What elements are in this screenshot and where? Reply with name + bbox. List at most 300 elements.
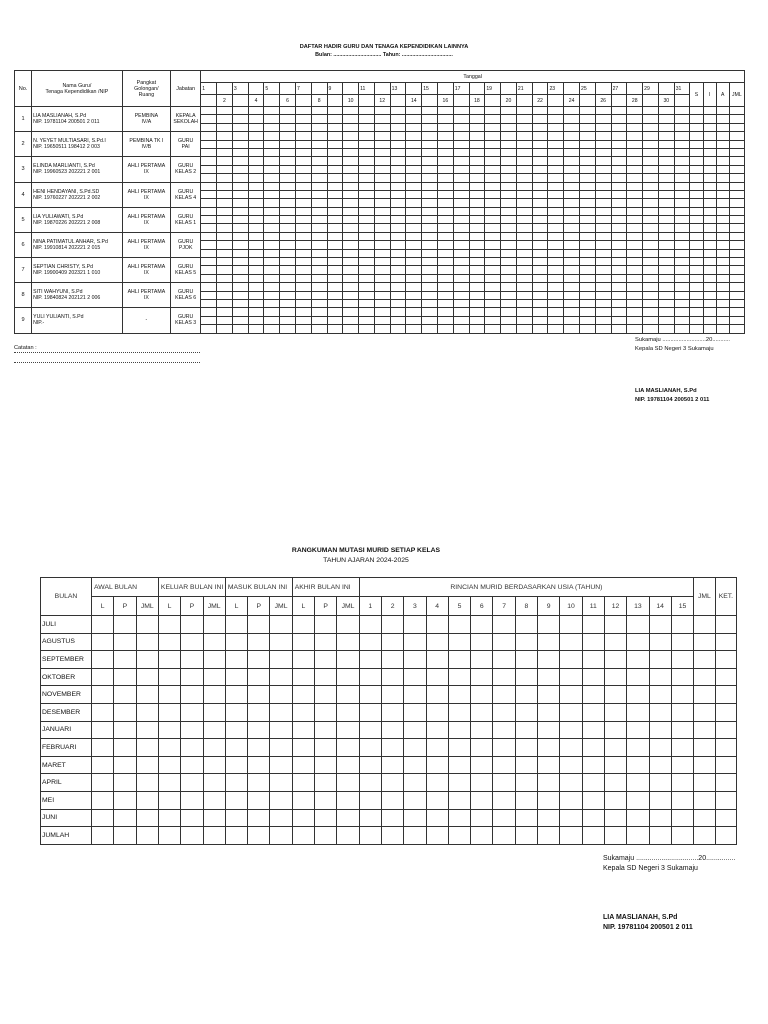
attendance-cell[interactable] xyxy=(390,132,406,140)
attendance-cell[interactable] xyxy=(248,207,264,215)
attendance-cell[interactable] xyxy=(564,291,580,299)
attendance-cell[interactable] xyxy=(703,148,716,156)
attendance-cell[interactable] xyxy=(390,325,406,333)
attendance-cell[interactable] xyxy=(359,274,375,282)
attendance-cell[interactable] xyxy=(406,190,422,198)
mutation-cell[interactable] xyxy=(114,668,136,686)
attendance-cell[interactable] xyxy=(485,207,501,215)
mutation-cell[interactable] xyxy=(426,756,448,774)
attendance-cell[interactable] xyxy=(232,182,248,190)
attendance-cell[interactable] xyxy=(390,249,406,257)
mutation-cell[interactable] xyxy=(181,651,203,669)
attendance-cell[interactable] xyxy=(485,182,501,190)
attendance-cell[interactable] xyxy=(658,157,674,165)
attendance-cell[interactable] xyxy=(611,174,627,182)
attendance-cell[interactable] xyxy=(532,299,548,307)
attendance-cell[interactable] xyxy=(359,174,375,182)
attendance-cell[interactable] xyxy=(703,266,716,274)
attendance-cell[interactable] xyxy=(248,316,264,324)
mutation-cell[interactable] xyxy=(715,774,737,792)
attendance-cell[interactable] xyxy=(469,216,485,224)
attendance-cell[interactable] xyxy=(264,283,280,291)
attendance-cell[interactable] xyxy=(264,241,280,249)
attendance-cell[interactable] xyxy=(674,115,690,123)
mutation-cell[interactable] xyxy=(582,739,604,757)
attendance-cell[interactable] xyxy=(217,115,233,123)
attendance-cell[interactable] xyxy=(729,207,744,215)
mutation-cell[interactable] xyxy=(426,668,448,686)
attendance-cell[interactable] xyxy=(690,325,703,333)
attendance-cell[interactable] xyxy=(703,216,716,224)
mutation-cell[interactable] xyxy=(248,616,270,634)
attendance-cell[interactable] xyxy=(390,308,406,316)
mutation-cell[interactable] xyxy=(560,774,582,792)
mutation-cell[interactable] xyxy=(604,827,626,845)
attendance-cell[interactable] xyxy=(516,241,532,249)
attendance-cell[interactable] xyxy=(690,165,703,173)
mutation-cell[interactable] xyxy=(203,686,225,704)
mutation-cell[interactable] xyxy=(404,651,426,669)
attendance-cell[interactable] xyxy=(627,299,643,307)
attendance-cell[interactable] xyxy=(406,207,422,215)
attendance-cell[interactable] xyxy=(548,274,564,282)
attendance-cell[interactable] xyxy=(716,123,729,131)
attendance-cell[interactable] xyxy=(658,258,674,266)
attendance-cell[interactable] xyxy=(729,174,744,182)
mutation-cell[interactable] xyxy=(694,774,716,792)
attendance-cell[interactable] xyxy=(264,157,280,165)
attendance-cell[interactable] xyxy=(548,190,564,198)
mutation-cell[interactable] xyxy=(715,703,737,721)
attendance-cell[interactable] xyxy=(564,216,580,224)
mutation-cell[interactable] xyxy=(92,739,114,757)
attendance-cell[interactable] xyxy=(437,115,453,123)
mutation-cell[interactable] xyxy=(604,668,626,686)
attendance-cell[interactable] xyxy=(690,266,703,274)
mutation-cell[interactable] xyxy=(225,827,247,845)
attendance-cell[interactable] xyxy=(516,207,532,215)
attendance-cell[interactable] xyxy=(658,115,674,123)
attendance-cell[interactable] xyxy=(280,132,296,140)
attendance-cell[interactable] xyxy=(703,249,716,257)
attendance-cell[interactable] xyxy=(690,182,703,190)
attendance-cell[interactable] xyxy=(674,216,690,224)
attendance-cell[interactable] xyxy=(311,224,327,232)
mutation-cell[interactable] xyxy=(225,633,247,651)
attendance-cell[interactable] xyxy=(390,207,406,215)
attendance-cell[interactable] xyxy=(422,299,438,307)
mutation-cell[interactable] xyxy=(381,827,403,845)
attendance-cell[interactable] xyxy=(658,140,674,148)
attendance-cell[interactable] xyxy=(422,316,438,324)
attendance-cell[interactable] xyxy=(690,299,703,307)
attendance-cell[interactable] xyxy=(295,157,311,165)
mutation-cell[interactable] xyxy=(225,651,247,669)
mutation-cell[interactable] xyxy=(337,739,359,757)
attendance-cell[interactable] xyxy=(716,140,729,148)
attendance-cell[interactable] xyxy=(532,224,548,232)
attendance-cell[interactable] xyxy=(280,148,296,156)
attendance-cell[interactable] xyxy=(359,207,375,215)
attendance-cell[interactable] xyxy=(548,299,564,307)
attendance-cell[interactable] xyxy=(248,182,264,190)
attendance-cell[interactable] xyxy=(311,283,327,291)
mutation-cell[interactable] xyxy=(582,756,604,774)
mutation-cell[interactable] xyxy=(404,668,426,686)
attendance-cell[interactable] xyxy=(359,266,375,274)
attendance-cell[interactable] xyxy=(658,283,674,291)
mutation-cell[interactable] xyxy=(538,827,560,845)
attendance-cell[interactable] xyxy=(232,207,248,215)
mutation-cell[interactable] xyxy=(136,651,158,669)
attendance-cell[interactable] xyxy=(248,299,264,307)
attendance-cell[interactable] xyxy=(611,266,627,274)
attendance-cell[interactable] xyxy=(453,241,469,249)
mutation-cell[interactable] xyxy=(359,774,381,792)
mutation-cell[interactable] xyxy=(493,739,515,757)
mutation-cell[interactable] xyxy=(604,651,626,669)
attendance-cell[interactable] xyxy=(280,207,296,215)
mutation-cell[interactable] xyxy=(671,774,693,792)
mutation-cell[interactable] xyxy=(649,686,671,704)
attendance-cell[interactable] xyxy=(201,107,217,115)
mutation-cell[interactable] xyxy=(560,651,582,669)
attendance-cell[interactable] xyxy=(716,241,729,249)
attendance-cell[interactable] xyxy=(232,165,248,173)
attendance-cell[interactable] xyxy=(232,107,248,115)
attendance-cell[interactable] xyxy=(690,190,703,198)
mutation-cell[interactable] xyxy=(715,791,737,809)
attendance-cell[interactable] xyxy=(564,165,580,173)
attendance-cell[interactable] xyxy=(327,241,343,249)
attendance-cell[interactable] xyxy=(580,224,596,232)
attendance-cell[interactable] xyxy=(469,157,485,165)
attendance-cell[interactable] xyxy=(690,316,703,324)
mutation-cell[interactable] xyxy=(248,827,270,845)
attendance-cell[interactable] xyxy=(359,283,375,291)
mutation-cell[interactable] xyxy=(404,809,426,827)
mutation-cell[interactable] xyxy=(627,633,649,651)
attendance-cell[interactable] xyxy=(232,249,248,257)
attendance-cell[interactable] xyxy=(516,174,532,182)
attendance-cell[interactable] xyxy=(295,165,311,173)
attendance-cell[interactable] xyxy=(729,132,744,140)
mutation-cell[interactable] xyxy=(649,791,671,809)
attendance-cell[interactable] xyxy=(643,165,659,173)
attendance-cell[interactable] xyxy=(501,316,517,324)
attendance-cell[interactable] xyxy=(327,316,343,324)
mutation-cell[interactable] xyxy=(448,739,470,757)
attendance-cell[interactable] xyxy=(327,174,343,182)
attendance-cell[interactable] xyxy=(674,325,690,333)
mutation-cell[interactable] xyxy=(292,739,314,757)
attendance-cell[interactable] xyxy=(343,316,359,324)
attendance-cell[interactable] xyxy=(580,182,596,190)
attendance-cell[interactable] xyxy=(390,165,406,173)
attendance-cell[interactable] xyxy=(422,258,438,266)
attendance-cell[interactable] xyxy=(532,148,548,156)
attendance-cell[interactable] xyxy=(729,199,744,207)
attendance-cell[interactable] xyxy=(217,308,233,316)
mutation-cell[interactable] xyxy=(203,721,225,739)
mutation-cell[interactable] xyxy=(582,827,604,845)
mutation-cell[interactable] xyxy=(114,827,136,845)
attendance-cell[interactable] xyxy=(564,207,580,215)
attendance-cell[interactable] xyxy=(311,216,327,224)
attendance-cell[interactable] xyxy=(674,232,690,240)
mutation-cell[interactable] xyxy=(694,791,716,809)
attendance-cell[interactable] xyxy=(595,308,611,316)
attendance-cell[interactable] xyxy=(437,283,453,291)
attendance-cell[interactable] xyxy=(232,325,248,333)
attendance-cell[interactable] xyxy=(611,199,627,207)
attendance-cell[interactable] xyxy=(729,148,744,156)
attendance-cell[interactable] xyxy=(406,140,422,148)
mutation-cell[interactable] xyxy=(582,809,604,827)
mutation-cell[interactable] xyxy=(671,703,693,721)
attendance-cell[interactable] xyxy=(516,232,532,240)
mutation-cell[interactable] xyxy=(315,739,337,757)
attendance-cell[interactable] xyxy=(453,207,469,215)
attendance-cell[interactable] xyxy=(390,316,406,324)
attendance-cell[interactable] xyxy=(327,299,343,307)
attendance-cell[interactable] xyxy=(548,266,564,274)
mutation-cell[interactable] xyxy=(270,756,292,774)
attendance-cell[interactable] xyxy=(595,132,611,140)
attendance-cell[interactable] xyxy=(232,274,248,282)
attendance-cell[interactable] xyxy=(422,199,438,207)
mutation-cell[interactable] xyxy=(381,791,403,809)
attendance-cell[interactable] xyxy=(501,258,517,266)
attendance-cell[interactable] xyxy=(264,182,280,190)
attendance-cell[interactable] xyxy=(703,182,716,190)
mutation-cell[interactable] xyxy=(582,703,604,721)
mutation-cell[interactable] xyxy=(114,686,136,704)
mutation-cell[interactable] xyxy=(136,686,158,704)
attendance-cell[interactable] xyxy=(280,283,296,291)
attendance-cell[interactable] xyxy=(611,274,627,282)
attendance-cell[interactable] xyxy=(611,308,627,316)
attendance-cell[interactable] xyxy=(627,316,643,324)
attendance-cell[interactable] xyxy=(501,157,517,165)
mutation-cell[interactable] xyxy=(114,774,136,792)
attendance-cell[interactable] xyxy=(232,140,248,148)
mutation-cell[interactable] xyxy=(471,703,493,721)
attendance-cell[interactable] xyxy=(374,232,390,240)
attendance-cell[interactable] xyxy=(217,291,233,299)
mutation-cell[interactable] xyxy=(560,616,582,634)
attendance-cell[interactable] xyxy=(516,182,532,190)
attendance-cell[interactable] xyxy=(264,325,280,333)
attendance-cell[interactable] xyxy=(516,148,532,156)
mutation-cell[interactable] xyxy=(715,827,737,845)
attendance-cell[interactable] xyxy=(703,283,716,291)
mutation-cell[interactable] xyxy=(582,633,604,651)
attendance-cell[interactable] xyxy=(311,174,327,182)
attendance-cell[interactable] xyxy=(690,241,703,249)
attendance-cell[interactable] xyxy=(658,199,674,207)
attendance-cell[interactable] xyxy=(658,207,674,215)
attendance-cell[interactable] xyxy=(643,241,659,249)
mutation-cell[interactable] xyxy=(604,721,626,739)
mutation-cell[interactable] xyxy=(158,791,180,809)
attendance-cell[interactable] xyxy=(627,165,643,173)
mutation-cell[interactable] xyxy=(604,616,626,634)
mutation-cell[interactable] xyxy=(92,616,114,634)
mutation-cell[interactable] xyxy=(315,686,337,704)
attendance-cell[interactable] xyxy=(485,132,501,140)
attendance-cell[interactable] xyxy=(564,148,580,156)
attendance-cell[interactable] xyxy=(232,291,248,299)
attendance-cell[interactable] xyxy=(611,241,627,249)
attendance-cell[interactable] xyxy=(232,241,248,249)
attendance-cell[interactable] xyxy=(729,299,744,307)
attendance-cell[interactable] xyxy=(217,132,233,140)
attendance-cell[interactable] xyxy=(201,291,217,299)
mutation-cell[interactable] xyxy=(649,827,671,845)
mutation-cell[interactable] xyxy=(560,809,582,827)
attendance-cell[interactable] xyxy=(627,266,643,274)
attendance-cell[interactable] xyxy=(437,291,453,299)
mutation-cell[interactable] xyxy=(248,668,270,686)
attendance-cell[interactable] xyxy=(390,199,406,207)
attendance-cell[interactable] xyxy=(311,241,327,249)
attendance-cell[interactable] xyxy=(295,140,311,148)
attendance-cell[interactable] xyxy=(716,182,729,190)
attendance-cell[interactable] xyxy=(516,224,532,232)
mutation-cell[interactable] xyxy=(694,633,716,651)
attendance-cell[interactable] xyxy=(658,266,674,274)
attendance-cell[interactable] xyxy=(611,299,627,307)
mutation-cell[interactable] xyxy=(270,791,292,809)
attendance-cell[interactable] xyxy=(532,308,548,316)
attendance-cell[interactable] xyxy=(729,241,744,249)
attendance-cell[interactable] xyxy=(501,249,517,257)
attendance-cell[interactable] xyxy=(501,132,517,140)
mutation-cell[interactable] xyxy=(627,703,649,721)
mutation-cell[interactable] xyxy=(649,633,671,651)
attendance-cell[interactable] xyxy=(690,249,703,257)
attendance-cell[interactable] xyxy=(359,157,375,165)
mutation-cell[interactable] xyxy=(715,739,737,757)
attendance-cell[interactable] xyxy=(729,107,744,115)
attendance-cell[interactable] xyxy=(311,274,327,282)
mutation-cell[interactable] xyxy=(158,668,180,686)
attendance-cell[interactable] xyxy=(580,283,596,291)
attendance-cell[interactable] xyxy=(690,157,703,165)
attendance-cell[interactable] xyxy=(390,299,406,307)
attendance-cell[interactable] xyxy=(501,140,517,148)
mutation-cell[interactable] xyxy=(694,616,716,634)
attendance-cell[interactable] xyxy=(343,291,359,299)
attendance-cell[interactable] xyxy=(390,224,406,232)
attendance-cell[interactable] xyxy=(343,157,359,165)
attendance-cell[interactable] xyxy=(564,107,580,115)
mutation-cell[interactable] xyxy=(337,721,359,739)
attendance-cell[interactable] xyxy=(729,316,744,324)
attendance-cell[interactable] xyxy=(548,182,564,190)
attendance-cell[interactable] xyxy=(627,224,643,232)
attendance-cell[interactable] xyxy=(359,115,375,123)
attendance-cell[interactable] xyxy=(232,224,248,232)
attendance-cell[interactable] xyxy=(716,291,729,299)
attendance-cell[interactable] xyxy=(201,148,217,156)
attendance-cell[interactable] xyxy=(643,216,659,224)
mutation-cell[interactable] xyxy=(649,616,671,634)
attendance-cell[interactable] xyxy=(611,216,627,224)
attendance-cell[interactable] xyxy=(516,190,532,198)
mutation-cell[interactable] xyxy=(181,774,203,792)
mutation-cell[interactable] xyxy=(248,756,270,774)
attendance-cell[interactable] xyxy=(295,316,311,324)
attendance-cell[interactable] xyxy=(580,157,596,165)
attendance-cell[interactable] xyxy=(437,266,453,274)
attendance-cell[interactable] xyxy=(516,283,532,291)
attendance-cell[interactable] xyxy=(217,325,233,333)
attendance-cell[interactable] xyxy=(280,165,296,173)
attendance-cell[interactable] xyxy=(327,190,343,198)
mutation-cell[interactable] xyxy=(448,721,470,739)
attendance-cell[interactable] xyxy=(248,291,264,299)
attendance-cell[interactable] xyxy=(232,266,248,274)
attendance-cell[interactable] xyxy=(232,308,248,316)
attendance-cell[interactable] xyxy=(232,174,248,182)
mutation-cell[interactable] xyxy=(538,739,560,757)
attendance-cell[interactable] xyxy=(564,258,580,266)
attendance-cell[interactable] xyxy=(595,291,611,299)
attendance-cell[interactable] xyxy=(201,132,217,140)
attendance-cell[interactable] xyxy=(564,266,580,274)
attendance-cell[interactable] xyxy=(374,132,390,140)
attendance-cell[interactable] xyxy=(374,115,390,123)
attendance-cell[interactable] xyxy=(264,107,280,115)
mutation-cell[interactable] xyxy=(270,686,292,704)
attendance-cell[interactable] xyxy=(674,291,690,299)
mutation-cell[interactable] xyxy=(92,668,114,686)
attendance-cell[interactable] xyxy=(516,199,532,207)
attendance-cell[interactable] xyxy=(580,216,596,224)
attendance-cell[interactable] xyxy=(501,325,517,333)
attendance-cell[interactable] xyxy=(453,299,469,307)
mutation-cell[interactable] xyxy=(203,668,225,686)
attendance-cell[interactable] xyxy=(264,266,280,274)
mutation-cell[interactable] xyxy=(359,668,381,686)
attendance-cell[interactable] xyxy=(485,199,501,207)
attendance-cell[interactable] xyxy=(311,291,327,299)
attendance-cell[interactable] xyxy=(264,274,280,282)
mutation-cell[interactable] xyxy=(225,774,247,792)
attendance-cell[interactable] xyxy=(532,216,548,224)
mutation-cell[interactable] xyxy=(604,703,626,721)
attendance-cell[interactable] xyxy=(327,249,343,257)
attendance-cell[interactable] xyxy=(359,241,375,249)
attendance-cell[interactable] xyxy=(643,266,659,274)
mutation-cell[interactable] xyxy=(315,774,337,792)
mutation-cell[interactable] xyxy=(671,827,693,845)
attendance-cell[interactable] xyxy=(564,241,580,249)
attendance-cell[interactable] xyxy=(580,249,596,257)
attendance-cell[interactable] xyxy=(485,165,501,173)
mutation-cell[interactable] xyxy=(448,703,470,721)
mutation-cell[interactable] xyxy=(158,756,180,774)
attendance-cell[interactable] xyxy=(532,140,548,148)
attendance-cell[interactable] xyxy=(674,207,690,215)
mutation-cell[interactable] xyxy=(270,633,292,651)
attendance-cell[interactable] xyxy=(453,266,469,274)
mutation-cell[interactable] xyxy=(671,651,693,669)
attendance-cell[interactable] xyxy=(532,241,548,249)
mutation-cell[interactable] xyxy=(715,809,737,827)
